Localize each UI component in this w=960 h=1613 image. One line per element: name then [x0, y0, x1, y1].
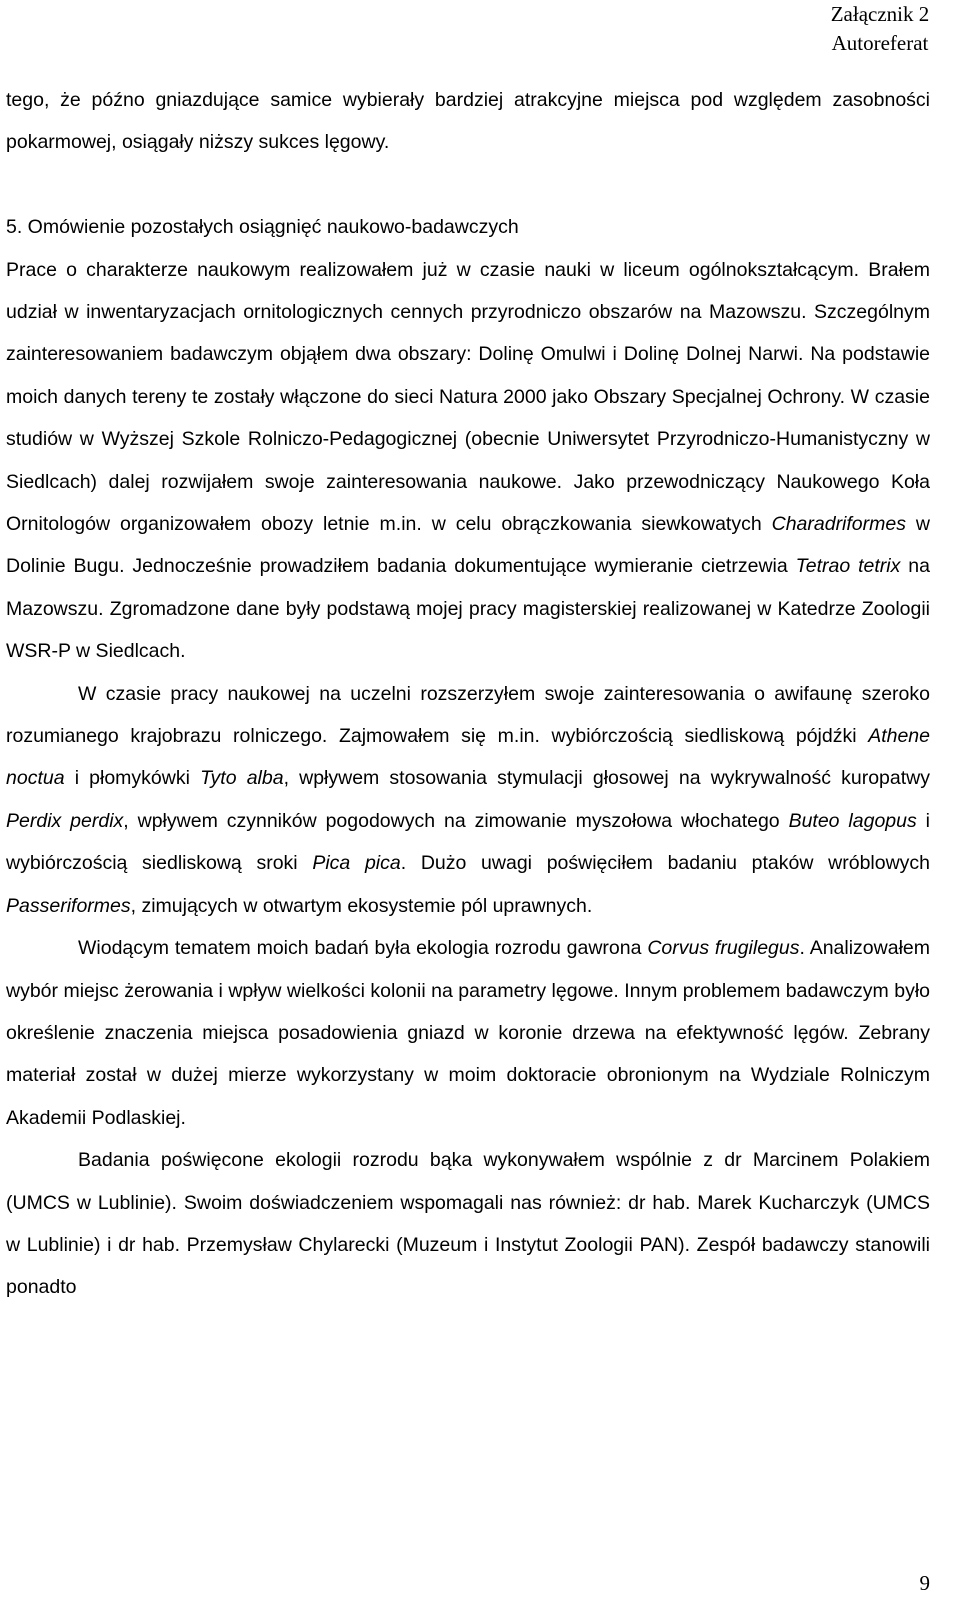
attachment-label: Załącznik 2: [830, 2, 930, 26]
species-name: Corvus frugilegus: [647, 937, 800, 960]
document-type-label: Autoreferat: [831, 31, 929, 55]
species-name: Passeriformes: [6, 894, 131, 917]
text-run: Wiodącym tematem moich badań była ekologia rozrodu gawrona: [78, 937, 648, 960]
species-name: Tetrao tetrix: [795, 555, 901, 578]
paragraph-early-research: [6, 249, 930, 673]
text-run: i płomykówki: [64, 767, 201, 790]
paragraph-continuation: tego, że późno gniazdujące samice wybierały bardziej atrakcyjne miejsca pod względem zasobności pokarmowej, osiągały niższy sukces lęgowy.: [6, 89, 930, 154]
species-name: Pica pica: [312, 852, 401, 875]
text-run: , wpływem czynników pogodowych na zimowanie myszołowa włochatego: [123, 809, 789, 832]
paragraph-rook-ecology: [6, 927, 930, 1139]
species-name: Tyto alba: [200, 767, 284, 790]
text-run: , wpływem stosowania stymulacji głosowej na wykrywalność kuropatwy: [283, 767, 930, 790]
species-name: Charadriformes: [771, 513, 906, 536]
section-heading: 5. Omówienie pozostałych osiągnięć naukowo-badawczych: [6, 216, 519, 239]
species-name: Athene noctua: [6, 725, 930, 790]
text-run: w Dolinie Bugu. Jednocześnie prowadziłem badania dokumentujące wymieranie cietrzewia: [6, 513, 931, 578]
text-run: . Analizowałem wybór miejsc żerowania i wpływ wielkości kolonii na parametry lęgowe. Innym problemem badawczym było określenie znaczenia miejsca posadowienia gniazd w koronie drzewa na efektywność lęgów. Zebrany materiał został w dużej mierze wykorzystany w moim doktoracie obronionym na Wydziale Rolniczym Akademii Podlaskiej.: [6, 937, 931, 1129]
paragraph-bittern-research: Badania poświęcone ekologii rozrodu bąka wykonywałem wspólnie z dr Marcinem Polakiem (UMCS w Lublinie). Swoim doświadczeniem wspomagali nas również: dr hab. Marek Kucharczyk (UMCS w Lublinie) i dr hab. Przemysław Chylarecki (Muzeum i Instytut Zoologii PAN). Zespół badawczy stanowili ponadto: [6, 1149, 930, 1299]
text-run: Prace o charakterze naukowym realizowałem już w czasie nauki w liceum ogólnokształcącym. Brałem udział w inwentaryzacjach ornitologicznych cennych przyrodniczo obszarów na Mazowszu. Szczególnym zainteresowaniem badawczym objąłem dwa obszary: Dolinę Omulwi i Dolinę Dolnej Narwi. Na podstawie moich danych tereny te zostały włączone do sieci Natura 2000 jako Obszary Specjalnej Ochrony. W czasie studiów w Wyższej Szkole Rolniczo-Pedagogicznej (obecnie Uniwersytet Przyrodniczo-Humanistyczny w Siedlcach) dalej rozwijałem swoje zainteresowania naukowe. Jako przewodniczący Naukowego Koła Ornitologów organizowałem obozy letnie m.in. w celu obrączkowania siewkowatych: [6, 258, 930, 536]
page-number: 9: [919, 1571, 930, 1595]
text-run: , zimujących w otwartym ekosystemie pól uprawnych.: [130, 894, 593, 917]
text-run: i wybiórczością siedliskową sroki: [6, 809, 930, 875]
text-run: . Dużo uwagi poświęciłem badaniu ptaków wróblowych: [400, 852, 931, 875]
text-run: W czasie pracy naukowej na uczelni rozszerzyłem swoje zainteresowania o awifaunę szeroko rozumianego krajobrazu rolniczego. Zajmowałem się m.in. wybiórczością siedliskową pójdźki: [6, 682, 930, 748]
paragraph-agricultural-avifauna: [6, 673, 930, 927]
species-name: Buteo lagopus: [788, 809, 917, 832]
document-body: [6, 79, 930, 1309]
text-run: na Mazowszu. Zgromadzone dane były podstawą mojej pracy magisterskiej realizowanej w Katedrze Zoologii WSR-P w Siedlcach.: [6, 555, 930, 663]
species-name: Perdix perdix: [6, 809, 124, 832]
page-header: [800, 0, 960, 58]
